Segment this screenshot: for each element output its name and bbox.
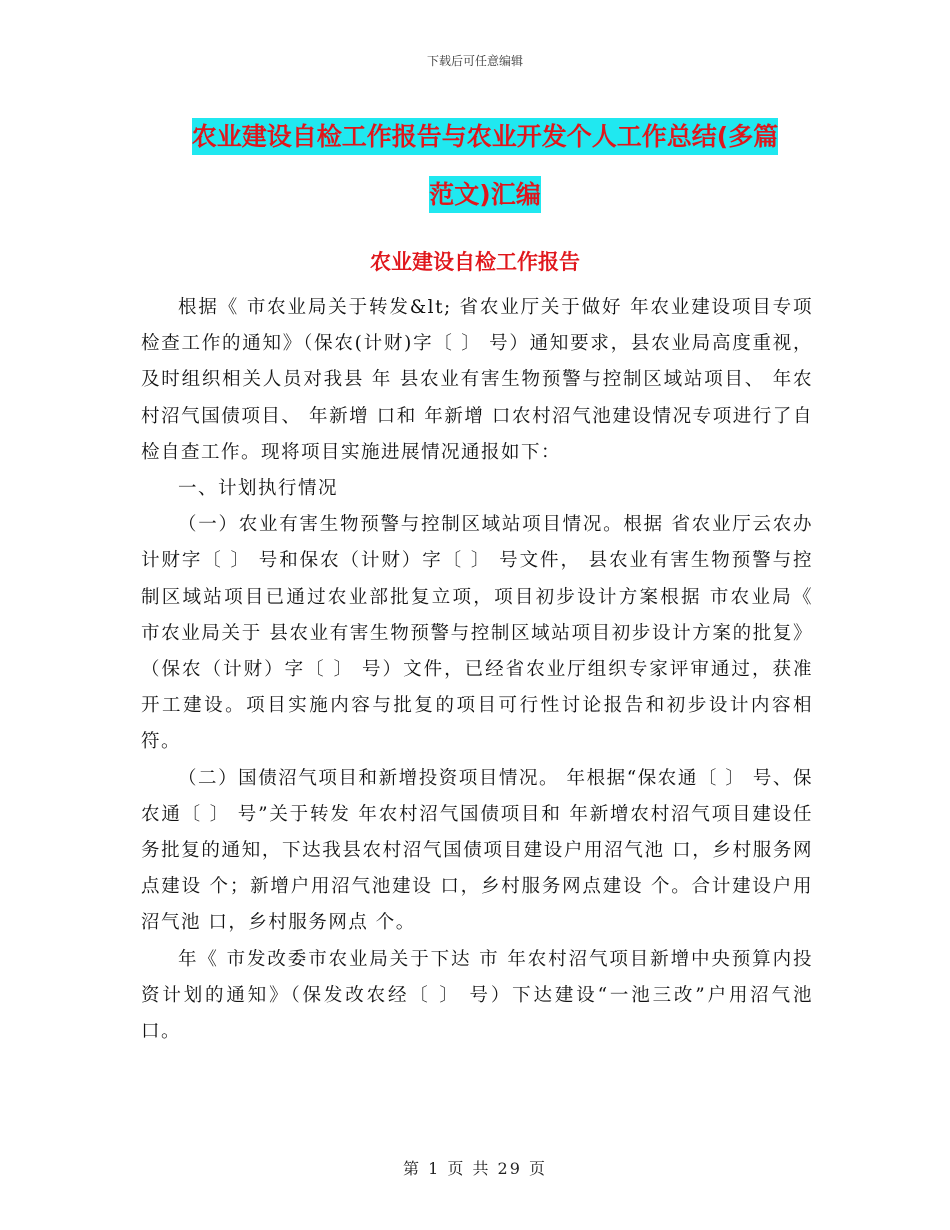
- paragraph: （一）农业有害生物预警与控制区域站项目情况。根据 省农业厅云农办计财字〔 〕 号和保农（计财）字〔 〕 号文件， 县农业有害生物预警与控制区域站项目已通过农业部批复立项，项目初步设计方案根据 市农业局《 市农业局关于 县农业有害生物预警与控制区域站项目初步设计方案的批复》（保农（计财）字〔 〕 号）文件，已经省农业厅组织专家评审通过，获准开工建设。项目实施内容与批复的项目可行性讨论报告和初步设计内容相符。: [141, 514, 813, 753]
- page-number: 第 1 页 共 29 页: [403, 1159, 547, 1178]
- title-line-2: 范文)汇编: [429, 176, 540, 213]
- document-body: [141, 290, 813, 1050]
- document-title: [140, 108, 830, 224]
- paragraph: （二）国债沼气项目和新增投资项目情况。 年根据“保农通〔 〕 号、保农通〔 〕 号”关于转发 年农村沼气国债项目和 年新增农村沼气项目建设任务批复的通知，下达我县农村沼气国债项目建设户用沼气池 口，乡村服务网点建设 个；新增户用沼气池建设 口，乡村服务网点建设 个。合计建设户用沼气池 口，乡村服务网点 个。: [141, 767, 813, 934]
- paragraph: 根据《 市农业局关于转发&lt; 省农业厅关于做好 年农业建设项目专项检查工作的通知》（保农(计财)字〔 〕 号）通知要求，县农业局高度重视，及时组织相关人员对我县 年 县农业有害生物预警与控制区域站项目、 年农村沼气国债项目、 年新增 口和 年新增 口农村沼气池建设情况专项进行了自检自查工作。现将项目实施进展情况通报如下：: [141, 297, 813, 463]
- title-line-1: 农业建设自检工作报告与农业开发个人工作总结(多篇: [192, 118, 778, 155]
- paragraph: 年《 市发改委市农业局关于下达 市 年农村沼气项目新增中央预算内投资计划的通知》（保发改农经〔 〕 号）下达建设“一池三改”户用沼气池 口。: [141, 948, 813, 1043]
- paragraph: 一、计划执行情况: [178, 478, 339, 500]
- page-header-note: 下载后可任意编辑: [426, 54, 523, 68]
- section-title: 农业建设自检工作报告: [370, 250, 580, 274]
